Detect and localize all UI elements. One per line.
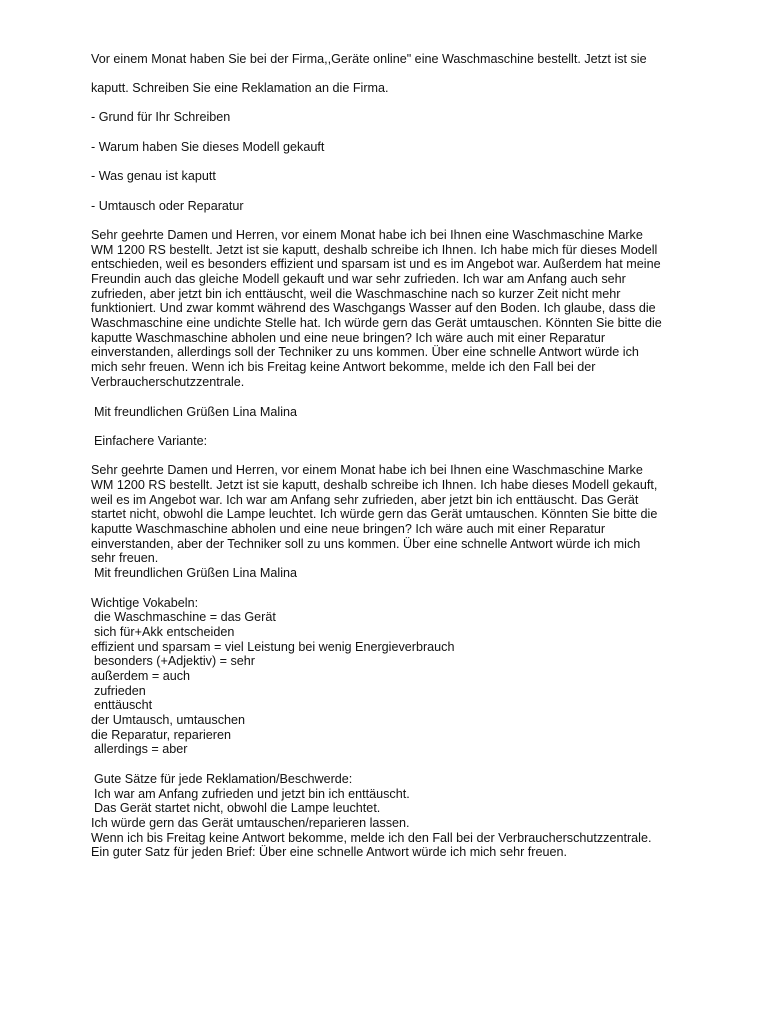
letter-2-closing: Mit freundlichen Grüßen Lina Malina — [94, 566, 298, 580]
letter-2-line: kaputte Waschmaschine abholen und eine neue bringen? Ich wäre auch mit einer Reparatur — [91, 522, 606, 536]
vocab-item: enttäuscht — [94, 698, 153, 712]
letter-1-line: einverstanden, allerdings soll der Techniker zu uns kommen. Über eine schnelle Antwort würde ich — [91, 345, 639, 359]
letter-1-line: mich sehr freuen. Wenn ich bis Freitag keine Antwort bekomme, melde ich den Fall bei der — [91, 360, 596, 374]
task-intro-line-1: Vor einem Monat haben Sie bei der Firma,,Geräte online" eine Waschmaschine bestellt. Jetzt ist sie — [91, 52, 647, 66]
vocab-heading: Wichtige Vokabeln: — [91, 596, 199, 610]
phrase-item: Ich würde gern das Gerät umtauschen/reparieren lassen. — [91, 816, 410, 830]
phrase-item: Das Gerät startet nicht, obwohl die Lampe leuchtet. — [94, 801, 381, 815]
task-point: - Grund für Ihr Schreiben — [91, 110, 231, 124]
vocab-item: besonders (+Adjektiv) = sehr — [94, 654, 256, 668]
letter-1-line: zufrieden, aber jetzt bin ich enttäuscht, weil die Waschmaschine nach so kurzer Zeit nicht mehr — [91, 287, 621, 301]
letter-1-line: funktioniert. Und zwar kommt während des Waschgangs Wasser auf den Boden. Ich glaube, dass die — [91, 301, 656, 315]
vocab-item: allerdings = aber — [94, 742, 188, 756]
letter-1-line: Sehr geehrte Damen und Herren, vor einem Monat habe ich bei Ihnen eine Waschmaschine Marke — [91, 228, 643, 242]
simple-variant-heading: Einfachere Variante: — [94, 434, 208, 448]
task-point: - Warum haben Sie dieses Modell gekauft — [91, 140, 325, 154]
task-intro-line-2: kaputt. Schreiben Sie eine Reklamation an die Firma. — [91, 81, 389, 95]
letter-1-line: Waschmaschine eine undichte Stelle hat. Ich würde gern das Gerät umtauschen. Könnten Sie bitte die — [91, 316, 662, 330]
vocab-item: effizient und sparsam = viel Leistung bei wenig Energieverbrauch — [91, 640, 455, 654]
letter-2-line: Sehr geehrte Damen und Herren, vor einem Monat habe ich bei Ihnen eine Waschmaschine Marke — [91, 463, 643, 477]
letter-1-line: Verbraucherschutzzentrale. — [91, 375, 245, 389]
phrase-item: Ich war am Anfang zufrieden und jetzt bin ich enttäuscht. — [94, 787, 410, 801]
letter-2-line: einverstanden, aber der Techniker soll zu uns kommen. Über eine schnelle Antwort würde ich mich — [91, 537, 641, 551]
vocab-item: sich für+Akk entscheiden — [94, 625, 235, 639]
phrase-item: Wenn ich bis Freitag keine Antwort bekomme, melde ich den Fall bei der Verbraucherschutzzentrale. — [91, 831, 652, 845]
letter-2-line: weil es im Angebot war. Ich war am Anfang sehr zufrieden, aber jetzt bin ich enttäuscht. Das Gerät — [91, 493, 639, 507]
phrase-item: Ein guter Satz für jeden Brief: Über eine schnelle Antwort würde ich mich sehr freuen. — [91, 845, 568, 859]
letter-1-line: kaputte Waschmaschine abholen und eine neue bringen? Ich wäre auch mit einer Reparatur — [91, 331, 606, 345]
phrases-heading: Gute Sätze für jede Reklamation/Beschwerde: — [94, 772, 353, 786]
vocab-item: zufrieden — [94, 684, 146, 698]
task-point: - Umtausch oder Reparatur — [91, 199, 244, 213]
vocab-item: die Reparatur, reparieren — [91, 728, 232, 742]
letter-1-closing: Mit freundlichen Grüßen Lina Malina — [94, 405, 298, 419]
letter-1-line: WM 1200 RS bestellt. Jetzt ist sie kaputt, deshalb schreibe ich Ihnen. Ich habe mich für dieses Modell — [91, 243, 658, 257]
letter-2-line: startet nicht, obwohl die Lampe leuchtet. Ich würde gern das Gerät umtauschen. Könnten Sie bitte die — [91, 507, 658, 521]
letter-1-line: Freundin auch das gleiche Modell gekauft und war sehr zufrieden. Ich war am Anfang auch sehr — [91, 272, 626, 286]
letter-2-line: sehr freuen. — [91, 551, 159, 565]
task-point: - Was genau ist kaputt — [91, 169, 216, 183]
letter-2-line: WM 1200 RS bestellt. Jetzt ist sie kaputt, deshalb schreibe ich Ihnen. Ich habe dieses Modell gekauft, — [91, 478, 658, 492]
vocab-item: der Umtausch, umtauschen — [91, 713, 245, 727]
letter-1-line: entschieden, weil es besonders effizient und sparsam ist und es im Angebot war. Außerdem hat meine — [91, 257, 661, 271]
vocab-item: außerdem = auch — [91, 669, 191, 683]
vocab-item: die Waschmaschine = das Gerät — [94, 610, 276, 624]
